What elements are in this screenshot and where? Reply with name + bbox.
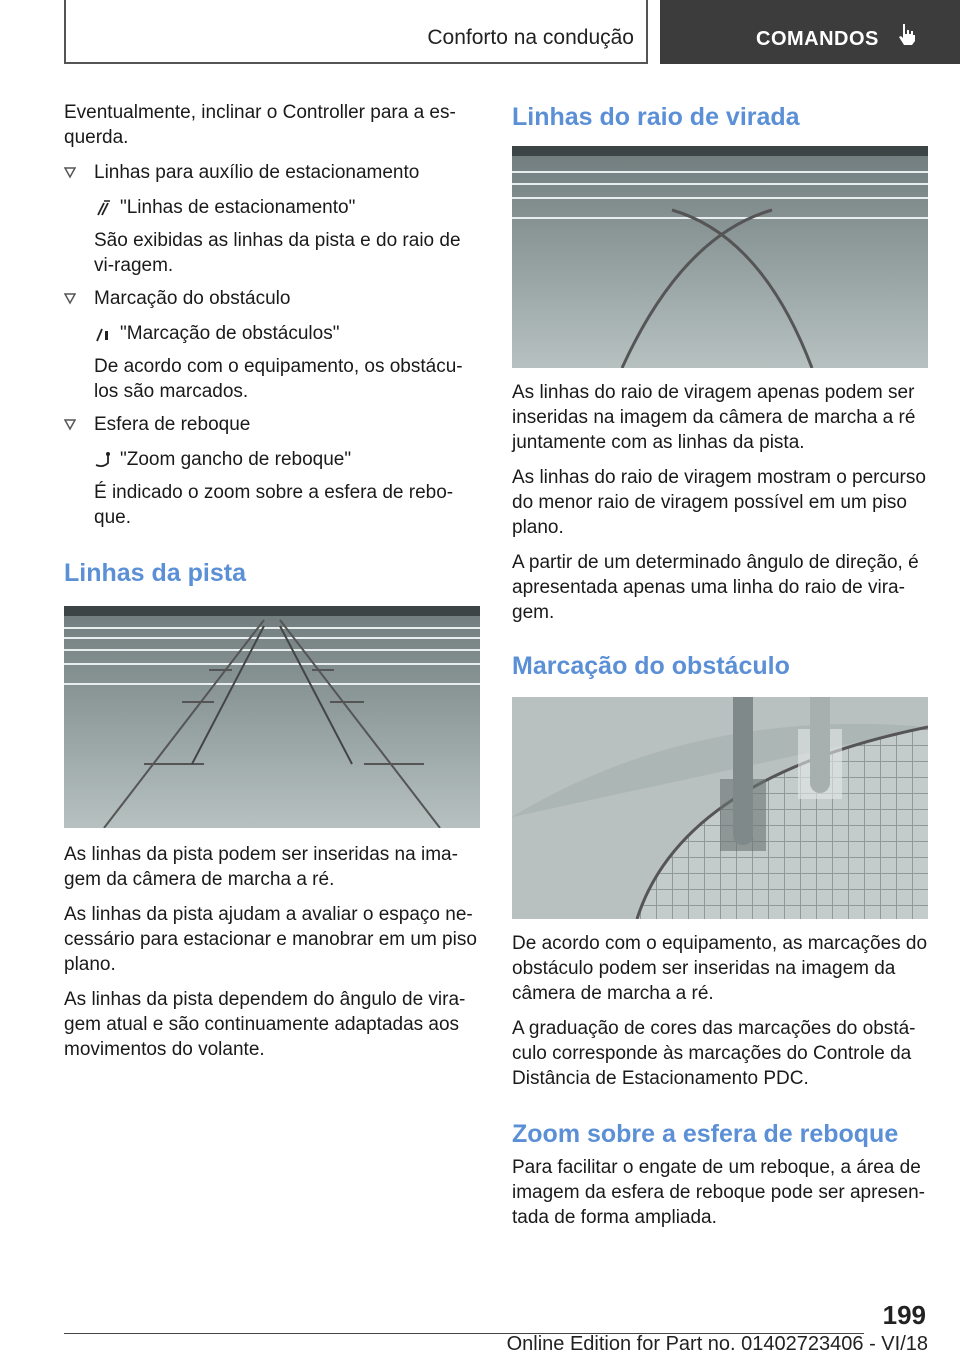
menu-option — [64, 321, 480, 346]
obstacle-marking-paragraph: A graduação de cores das marcações do obstá-culo corresponde às marcações do Controle da Distância de Estacionamento PDC. — [512, 1018, 916, 1089]
section-title-obstacle-marking: Marcação do obstáculo — [512, 652, 790, 680]
section-title-turning-radius: Linhas do raio de virada — [512, 103, 800, 131]
obstacle-marking-figure — [512, 697, 928, 919]
tow-hitch-icon — [94, 451, 112, 469]
bullet-description: É indicado o zoom sobre a esfera de rebo-que. — [94, 482, 454, 528]
bullet-title: Marcação do obstáculo — [94, 288, 291, 309]
bullet-description: De acordo com o equipamento, os obstácu-los são marcados. — [94, 356, 463, 402]
header-chapter-title: COMANDOS — [756, 28, 879, 50]
header-section-title: Conforto na condução — [427, 26, 634, 49]
turning-radius-paragraph: As linhas do raio de viragem apenas podem ser inseridas na imagem da câmera de marcha a ré juntamente com as linhas da pista. — [512, 382, 916, 453]
bullet-title: Esfera de reboque — [94, 414, 251, 435]
triangle-bullet-icon — [64, 293, 76, 305]
parking-lines-icon — [94, 199, 112, 217]
tow-ball-zoom-paragraph: Para facilitar o engate de um reboque, a área de imagem da esfera de reboque pode ser apresen-tada de forma ampliada. — [512, 1157, 925, 1228]
turning-radius-paragraph: As linhas do raio de viragem mostram o percurso do menor raio de viragem possível em um piso plano. — [512, 467, 926, 538]
intro-paragraph: Eventualmente, inclinar o Controller para a es-querda. — [64, 102, 456, 148]
section-title-tow-ball-zoom: Zoom sobre a esfera de reboque — [512, 1120, 899, 1148]
right-column — [512, 100, 928, 1240]
obstacle-marking-icon — [94, 325, 112, 343]
turning-radius-figure — [512, 146, 928, 368]
triangle-bullet-icon — [64, 167, 76, 179]
menu-option-label: "Linhas de estacionamento" — [120, 197, 356, 218]
obstacle-marking-paragraph: De acordo com o equipamento, as marcações do obstáculo podem ser inseridas na imagem da câmera de marcha a ré. — [512, 933, 928, 1004]
header-chapter-box — [660, 0, 960, 64]
hand-pointer-icon — [896, 22, 918, 46]
track-lines-figure — [64, 606, 480, 828]
bullet-description: São exibidas as linhas da pista e do raio de vi-ragem. — [94, 230, 461, 276]
list-item — [64, 412, 480, 437]
list-item — [64, 286, 480, 311]
menu-option — [64, 195, 480, 220]
bullet-title: Linhas para auxílio de estacionamento — [94, 162, 420, 183]
menu-option-label: "Zoom gancho de reboque" — [120, 449, 352, 470]
turning-radius-paragraph: A partir de um determinado ângulo de direção, é apresentada apenas uma linha do raio de vira-gem. — [512, 552, 919, 623]
menu-option — [64, 447, 480, 472]
track-lines-paragraph: As linhas da pista podem ser inseridas na ima-gem da câmera de marcha a ré. — [64, 844, 458, 890]
page-number: 199 — [882, 1300, 926, 1330]
list-item — [64, 160, 480, 185]
track-lines-paragraph: As linhas da pista ajudam a avaliar o espaço ne-cessário para estacionar e manobrar em um piso plano. — [64, 904, 477, 975]
section-title-track-lines: Linhas da pista — [64, 559, 246, 587]
left-column — [64, 100, 480, 1072]
footer-edition: Online Edition for Part no. 01402723406 - VI/18 — [506, 1333, 928, 1355]
triangle-bullet-icon — [64, 419, 76, 431]
header-section-box — [64, 0, 648, 64]
track-lines-paragraph: As linhas da pista dependem do ângulo de vira-gem atual e são continuamente adaptadas aos movimentos do volante. — [64, 989, 466, 1060]
menu-option-label: "Marcação de obstáculos" — [120, 323, 340, 344]
